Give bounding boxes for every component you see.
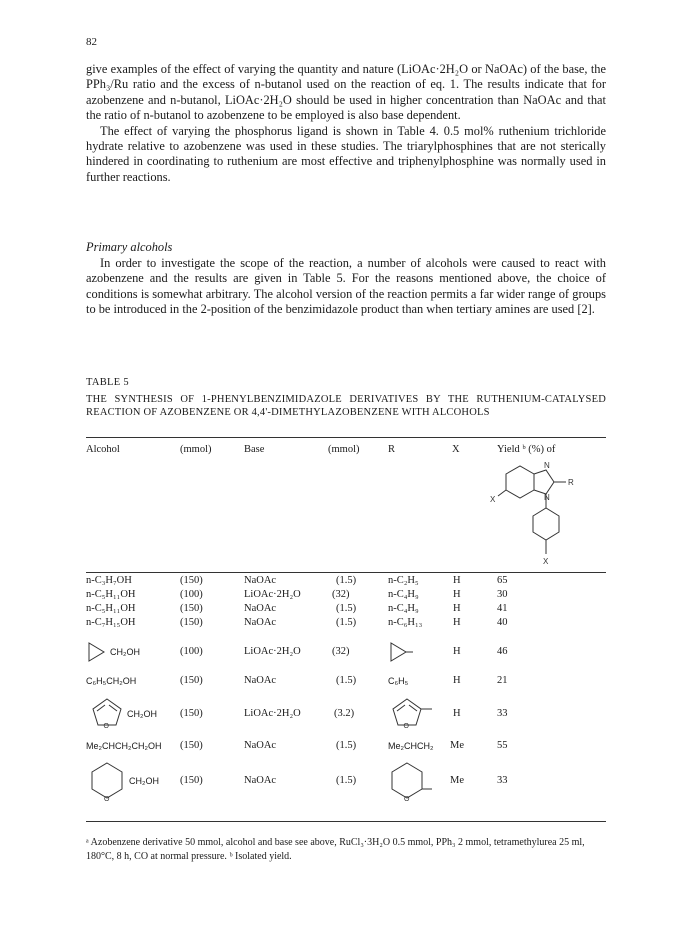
table-cell-mmol: (150): [180, 675, 203, 686]
table-cell-mmol: (1.5): [336, 603, 357, 614]
footnote-b: ᵇ Isolated yield.: [229, 851, 292, 862]
header-r: R: [388, 444, 396, 455]
paragraph-text: In order to investigate the scope of the reaction, a number of alcohols were caused to react with azobenzene and the results are given in Table 5. For the reasons mentioned above, the choice of conditions is somewhat arbitrary. The alcohol version of the reaction permits a far wider range of groups to be introduced in the 2-position of the benzimidazole product than when tertiary amines are used [2].: [86, 256, 606, 317]
header-x: X: [452, 444, 460, 455]
table-cell-x: H: [453, 708, 461, 719]
table-cell-alcohol: n-C₇H₁₅OH: [86, 617, 136, 628]
table-cell-base: NaOAc: [244, 575, 277, 586]
structure-n-label: N: [544, 461, 550, 470]
table-cell-yield: 55: [497, 740, 508, 751]
table-bottom-rule: [86, 821, 606, 822]
table-cell-mmol: (150): [180, 603, 203, 614]
table-cell-x: H: [453, 646, 461, 657]
paragraph-phosphorus-ligand: The effect of varying the phosphorus ligand is shown in Table 4. 0.5 mol% ruthenium trichloride hydrate relative to azobenzene was used in these studies. The triarylphosphines that are not sterically hindered in coordinating to ruthenium are most effective and triphenylphosphine was normally used in further reactions.: [86, 123, 606, 184]
table-cell-base: LiOAc·2H₂O: [244, 589, 301, 600]
table-cell-r: n-C₄H₉: [388, 589, 419, 600]
table-cell-x: H: [453, 617, 461, 628]
structure-x-label: X: [490, 495, 496, 504]
table-cell-yield: 41: [497, 603, 508, 614]
table-cell-alcohol: CH₂OH: [110, 647, 140, 657]
table-cell-r: Me₂CHCH₂: [388, 741, 434, 751]
header-yield: Yield ᵇ (%) of: [497, 444, 556, 455]
ring-oxygen-label: O: [403, 723, 409, 730]
table-cell-mmol: (150): [180, 708, 203, 719]
table-cell-mmol: (1.5): [336, 675, 357, 686]
table-cell-mmol: (150): [180, 575, 203, 586]
ring-oxygen-label: O: [404, 796, 410, 802]
table-cell-alcohol: n-C₅H₁₁OH: [86, 589, 136, 600]
table-cell-alcohol: n-C₅H₁₁OH: [86, 603, 136, 614]
table-cell-yield: 30: [497, 589, 508, 600]
table-cell-base: NaOAc: [244, 740, 277, 751]
table-cell-mmol: (150): [180, 740, 203, 751]
table-cell-alcohol: CH₂OH: [129, 776, 159, 786]
structure-r-label: R: [568, 478, 574, 487]
table-cell-base: LiOAc·2H₂O: [244, 708, 301, 719]
table-cell-base: NaOAc: [244, 603, 277, 614]
table-top-rule: [86, 437, 606, 438]
table-footnote: [86, 836, 606, 864]
table-cell-alcohol: Me₂CHCH₂CH₂OH: [86, 741, 162, 751]
cyclopropyl-ring-icon: [388, 640, 414, 664]
furan-ring-icon: [388, 696, 434, 730]
table-cell-yield: 33: [497, 708, 508, 719]
body-paragraph-primary-alcohols: [86, 256, 606, 318]
ring-oxygen-label: O: [104, 796, 110, 802]
table-cell-x: Me: [450, 775, 464, 786]
table-cell-x: H: [453, 675, 461, 686]
structure-x-label: X: [543, 557, 549, 566]
table-cell-mmol: (150): [180, 775, 203, 786]
table-cell-r: n-C₄H₉: [388, 603, 419, 614]
table-cell-base: NaOAc: [244, 775, 277, 786]
table-cell-alcohol: n-C₃H₇OH: [86, 575, 132, 586]
table-cell-base: NaOAc: [244, 675, 277, 686]
table-cell-mmol: (1.5): [336, 775, 357, 786]
table-cell-mmol: (150): [180, 617, 203, 628]
section-heading-primary-alcohols: Primary alcohols: [86, 240, 173, 254]
table-cell-mmol: (32): [332, 589, 350, 600]
table-cell-yield: 46: [497, 646, 508, 657]
table-cell-r: C₆H₅: [388, 676, 409, 686]
table-cell-yield: 40: [497, 617, 508, 628]
cyclopropyl-ring-icon: [86, 640, 108, 664]
table-cell-x: H: [453, 603, 461, 614]
table-cell-r: n-C₂H₅: [388, 575, 419, 586]
table-cell-x: Me: [450, 740, 464, 751]
table-cell-mmol: (32): [332, 646, 350, 657]
tetrahydropyran-ring-icon: [88, 760, 128, 802]
table-cell-alcohol: CH₂OH: [127, 709, 157, 719]
table-cell-mmol: (1.5): [336, 617, 357, 628]
table-cell-mmol: (1.5): [336, 740, 357, 751]
body-paragraph-base-effects: [86, 62, 606, 185]
table-caption: THE SYNTHESIS OF 1-PHENYLBENZIMIDAZOLE DERIVATIVES BY THE RUTHENIUM-CATALYSED REACTION OF AZOBENZENE OR 4,4'-DIMETHYLAZOBENZENE WITH ALCOHOLS: [86, 394, 606, 418]
table-cell-base: LiOAc·2H₂O: [244, 646, 301, 657]
page-number: 82: [86, 36, 97, 48]
ring-oxygen-label: O: [103, 723, 109, 730]
tetrahydropyran-ring-icon: [388, 760, 434, 802]
header-alcohol: Alcohol: [86, 444, 120, 455]
benzimidazole-structure: [484, 458, 584, 572]
structure-n-label: N: [544, 493, 550, 502]
table-label: TABLE 5: [86, 377, 129, 388]
table-cell-base: NaOAc: [244, 617, 277, 628]
header-base: Base: [244, 444, 265, 455]
table-cell-r: n-C₆H₁₃: [388, 617, 423, 628]
footnote-a: ᵃ Azobenzene derivative 50 mmol, alcohol and base see above, RuCl₃·3H₂O 0.5 mmol, PPh₃ 2 mmol, tetramethylurea 25 ml, 180°C, 8 h, CO at normal pressure.: [86, 837, 585, 862]
table-cell-yield: 33: [497, 775, 508, 786]
header-mmol-base: (mmol): [328, 444, 360, 455]
header-mmol-alcohol: (mmol): [180, 444, 212, 455]
table-cell-x: H: [453, 575, 461, 586]
table-cell-mmol: (1.5): [336, 575, 357, 586]
table-cell-yield: 21: [497, 675, 508, 686]
furan-ring-icon: [88, 696, 126, 730]
table-cell-mmol: (3.2): [334, 708, 355, 719]
table-cell-x: H: [453, 589, 461, 600]
table-cell-mmol: (100): [180, 646, 203, 657]
paragraph-text: give examples of the effect of varying the quantity and nature (LiOAc·2H₂O or NaOAc) of the base, the PPh₃/Ru ratio and the excess of n-butanol used on the reaction of eq. 1. The results indicate that for azobenzene and n-butanol, LiOAc·2H₂O should be used in higher concentration than NaOAc and that the ratio of n-butanol to azobenzene to be employed is also base dependent.: [86, 62, 606, 123]
table-header-rule: [86, 572, 606, 573]
table-cell-alcohol: C₆H₅CH₂OH: [86, 676, 137, 686]
table-cell-mmol: (100): [180, 589, 203, 600]
table-cell-yield: 65: [497, 575, 508, 586]
